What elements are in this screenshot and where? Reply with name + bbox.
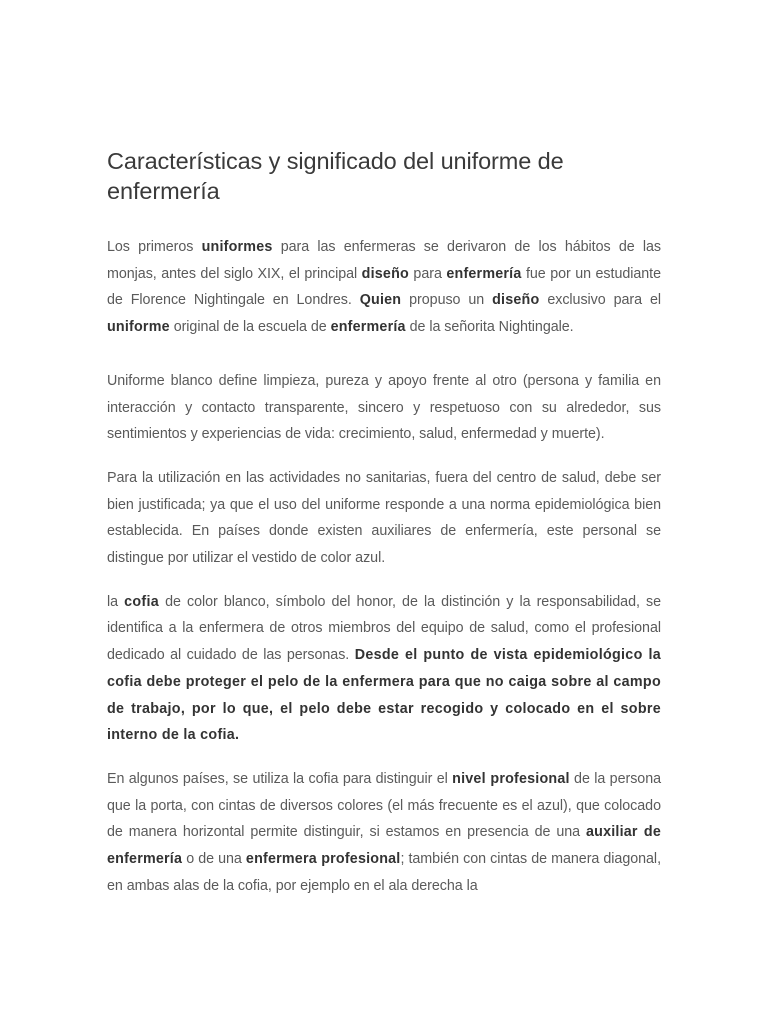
bold-text: diseño xyxy=(361,265,409,282)
text-run: de color blanco, símbolo del honor, de la distinción y la responsabilidad, se identifica a la enfermera de otros miembros del equipo de salud, como el profesional dedicado al cuidado de las personas. xyxy=(107,593,661,664)
text-run: Para la utilización en las actividades no sanitarias, fuera del centro de salud, debe ser bien justificada; ya que el uso del uniforme responde a una norma epidemiológica bien establecida. En países donde existen auxiliares de enfermería, este personal se distingue por utilizar el vestido de color azul. xyxy=(107,469,661,567)
text-run: de la señorita Nightingale. xyxy=(405,319,574,336)
text-run: propuso un xyxy=(401,292,493,309)
bold-text: nivel profesional xyxy=(452,770,570,787)
text-run: Los primeros xyxy=(107,239,202,255)
bold-text: Desde el punto de vista epidemiológico la cofia debe proteger el pelo de la enfermera para que no caiga sobre al campo de trabajo, por lo que, el pelo debe estar recogido y colocado en el sobre interno de la cofia. xyxy=(107,647,661,744)
text-run: la xyxy=(107,593,125,610)
bold-text: cofia xyxy=(124,593,159,610)
text-run: o de una xyxy=(182,851,246,868)
article-title: Características y significado del uniforme de enfermería xyxy=(107,148,564,204)
text-run: exclusivo para el xyxy=(539,292,661,309)
text-run: para xyxy=(408,265,447,282)
text-run: fue por un estudiante de Florence Nightingale en Londres. xyxy=(107,265,661,309)
bold-text: auxiliar de enfermería xyxy=(107,824,661,868)
paragraph-non-sanitary-use xyxy=(107,465,661,572)
text-run: para las enfermeras se derivaron de los hábitos de las monjas, antes del siglo XIX, el principal xyxy=(107,239,661,282)
text-run: Uniforme blanco define limpieza, pureza y apoyo frente al otro (persona y familia en interacción y contacto transparente, sincero y respetuoso con su alrededor, sus sentimientos y experiencias de vida: crecimiento, salud, enfermedad y muerte). xyxy=(107,372,661,443)
paragraph-cofia xyxy=(107,589,661,749)
article xyxy=(107,146,661,899)
text-run: original de la escuela de xyxy=(169,319,331,336)
bold-text: uniformes xyxy=(201,239,273,255)
text-run: ; también con cintas de manera diagonal, en ambas alas de la cofia, por ejemplo en el ala derecha la xyxy=(107,851,661,894)
bold-text: enfermera profesional xyxy=(245,851,401,868)
text-run: En algunos países, se utiliza la cofia para distinguir el xyxy=(107,770,453,787)
text-run: de la persona que la porta, con cintas de diversos colores (el más frecuente es el azul), que colocado de manera horizontal permite distinguir, si estamos en presencia de una xyxy=(107,770,661,841)
paragraph-professional-level xyxy=(107,766,661,900)
bold-text: uniforme xyxy=(107,319,170,336)
bold-text: Quien xyxy=(359,292,402,309)
bold-text: enfermería xyxy=(330,319,406,336)
bold-text: diseño xyxy=(492,292,540,309)
bold-text: enfermería xyxy=(446,265,522,282)
paragraph-history xyxy=(107,234,661,341)
paragraph-white-uniform xyxy=(107,368,661,448)
